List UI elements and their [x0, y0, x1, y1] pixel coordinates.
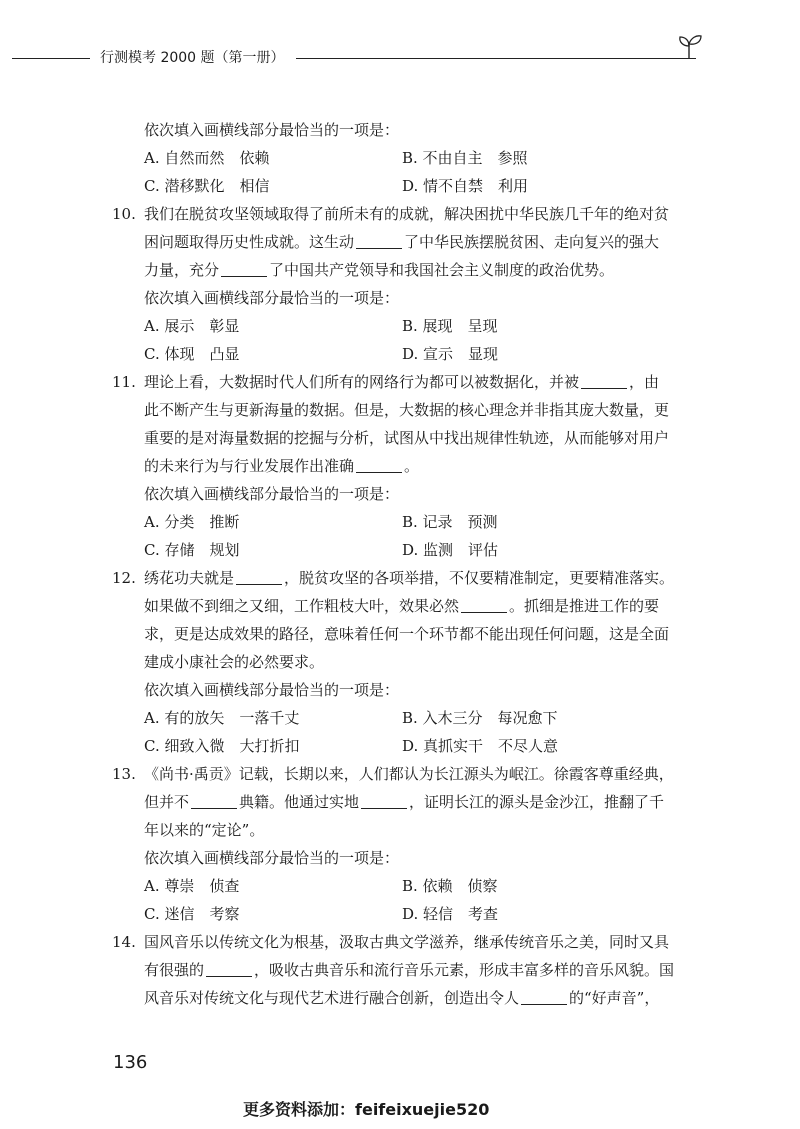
- q11-option-a: A. 分类 推断: [144, 513, 240, 531]
- q10-option-c: C. 体现 凸显: [144, 345, 240, 363]
- q9-options-ab: [112, 144, 712, 172]
- answer-blank: [356, 456, 402, 473]
- q10-line-1: 10. 我们在脱贫攻坚领域取得了前所未有的成就，解决困扰中华民族几千年的绝对贫: [112, 200, 712, 228]
- q10-line-3: 力量，充分 了中国共产党领导和我国社会主义制度的政治优势。: [144, 261, 615, 279]
- q13-line-1: 13. 《尚书·禹贡》记载，长期以来，人们都认为长江源头为岷江。徐霞客尊重经典，: [112, 760, 712, 788]
- q9-option-d: D. 情不自禁 利用: [402, 177, 529, 195]
- q9-option-a: A. 自然而然 依赖: [144, 149, 270, 167]
- q10-options-ab: [112, 312, 712, 340]
- q9-option-c: C. 潜移默化 相信: [144, 177, 270, 195]
- q13-line-2: 但并不 典籍。他通过实地 ，证明长江的源头是金沙江，推翻了千: [144, 793, 665, 811]
- question-page: [112, 116, 712, 1012]
- q13-line-3: 年以来的“定论”。: [144, 821, 265, 839]
- q14-line-3: 风音乐对传统文化与现代艺术进行融合创新，创造出令人 的“好声音”，: [144, 989, 660, 1007]
- q11-line-1: 11. 理论上看，大数据时代人们所有的网络行为都可以被数据化，并被 ，由: [112, 368, 712, 396]
- q9-options-cd: [112, 172, 712, 200]
- answer-blank: [221, 260, 267, 277]
- q13-number: 13.: [112, 765, 136, 783]
- q14-line-1: 14. 国风音乐以传统文化为根基，汲取古典文学滋养，继承传统音乐之美，同时又具: [112, 928, 712, 956]
- q13-option-d: D. 轻信 考查: [402, 905, 499, 923]
- header-rule-right: [296, 58, 696, 59]
- q12-prompt: 依次填入画横线部分最恰当的一项是：: [144, 681, 400, 699]
- answer-blank: [581, 372, 627, 389]
- q14-number: 14.: [112, 933, 136, 951]
- q12-option-c: C. 细致入微 大打折扣: [144, 737, 300, 755]
- q11-option-d: D. 监测 评估: [402, 541, 499, 559]
- answer-blank: [236, 568, 282, 585]
- q12-line-3: 求，更是达成效果的路径，意味着任何一个环节都不能出现任何问题，这是全面: [144, 625, 670, 643]
- answer-blank: [206, 960, 252, 977]
- q11-option-c: C. 存储 规划: [144, 541, 240, 559]
- q13-prompt: 依次填入画横线部分最恰当的一项是：: [144, 849, 400, 867]
- q11-option-b: B. 记录 预测: [402, 513, 498, 531]
- q10-option-d: D. 宣示 显现: [402, 345, 499, 363]
- q9-option-b: B. 不由自主 参照: [402, 149, 528, 167]
- page-number: 136: [113, 1052, 148, 1073]
- q10-options-cd: [112, 340, 712, 368]
- header-title: 行测模考 2000 题（第一册）: [100, 50, 285, 66]
- answer-blank: [521, 988, 567, 1005]
- q11-options-ab: [112, 508, 712, 536]
- q11-prompt: 依次填入画横线部分最恰当的一项是：: [144, 485, 400, 503]
- running-header: [0, 42, 800, 72]
- answer-blank: [461, 596, 507, 613]
- q14-line-2: 有很强的 ，吸收古典音乐和流行音乐元素，形成丰富多样的音乐风貌。国: [144, 961, 675, 979]
- sprout-icon: [674, 30, 704, 60]
- q11-line-4: 的未来行为与行业发展作出准确 。: [144, 457, 420, 475]
- q13-options-ab: [112, 872, 712, 900]
- q12-line-4: 建成小康社会的必然要求。: [144, 653, 325, 671]
- footer-note: 更多资料添加：feifeixuejie520: [243, 1100, 490, 1119]
- q13-options-cd: [112, 900, 712, 928]
- q11-number: 11.: [112, 373, 136, 391]
- q12-line-1: 12. 绣花功夫就是 ，脱贫攻坚的各项举措，不仅要精准制定，更要精准落实。: [112, 564, 712, 592]
- q12-option-d: D. 真抓实干 不尽人意: [402, 737, 559, 755]
- q10-line-2: 困问题取得历史性成就。这生动 了中华民族摆脱贫困、走向复兴的强大: [144, 233, 660, 251]
- q10-option-b: B. 展现 呈现: [402, 317, 498, 335]
- q12-option-b: B. 入木三分 每况愈下: [402, 709, 558, 727]
- answer-blank: [191, 792, 237, 809]
- q12-line-2: 如果做不到细之又细，工作粗枝大叶，效果必然 。抓细是推进工作的要: [144, 597, 660, 615]
- q10-prompt: 依次填入画横线部分最恰当的一项是：: [144, 289, 400, 307]
- q13-option-a: A. 尊崇 侦查: [144, 877, 240, 895]
- q10-option-a: A. 展示 彰显: [144, 317, 240, 335]
- q13-option-b: B. 依赖 侦察: [402, 877, 498, 895]
- q12-option-a: A. 有的放矢 一落千丈: [144, 709, 300, 727]
- q12-options-ab: [112, 704, 712, 732]
- q9-prompt: 依次填入画横线部分最恰当的一项是：: [144, 121, 400, 139]
- answer-blank: [361, 792, 407, 809]
- q10-number: 10.: [112, 205, 136, 223]
- q11-line-2: 此不断产生与更新海量的数据。但是，大数据的核心理念并非指其庞大数量，更: [144, 401, 670, 419]
- q11-options-cd: [112, 536, 712, 564]
- q13-option-c: C. 迷信 考察: [144, 905, 240, 923]
- q12-number: 12.: [112, 569, 136, 587]
- header-rule-left: [12, 58, 90, 59]
- q12-options-cd: [112, 732, 712, 760]
- answer-blank: [356, 232, 402, 249]
- q11-line-3: 重要的是对海量数据的挖掘与分析，试图从中找出规律性轨迹，从而能够对用户: [144, 429, 670, 447]
